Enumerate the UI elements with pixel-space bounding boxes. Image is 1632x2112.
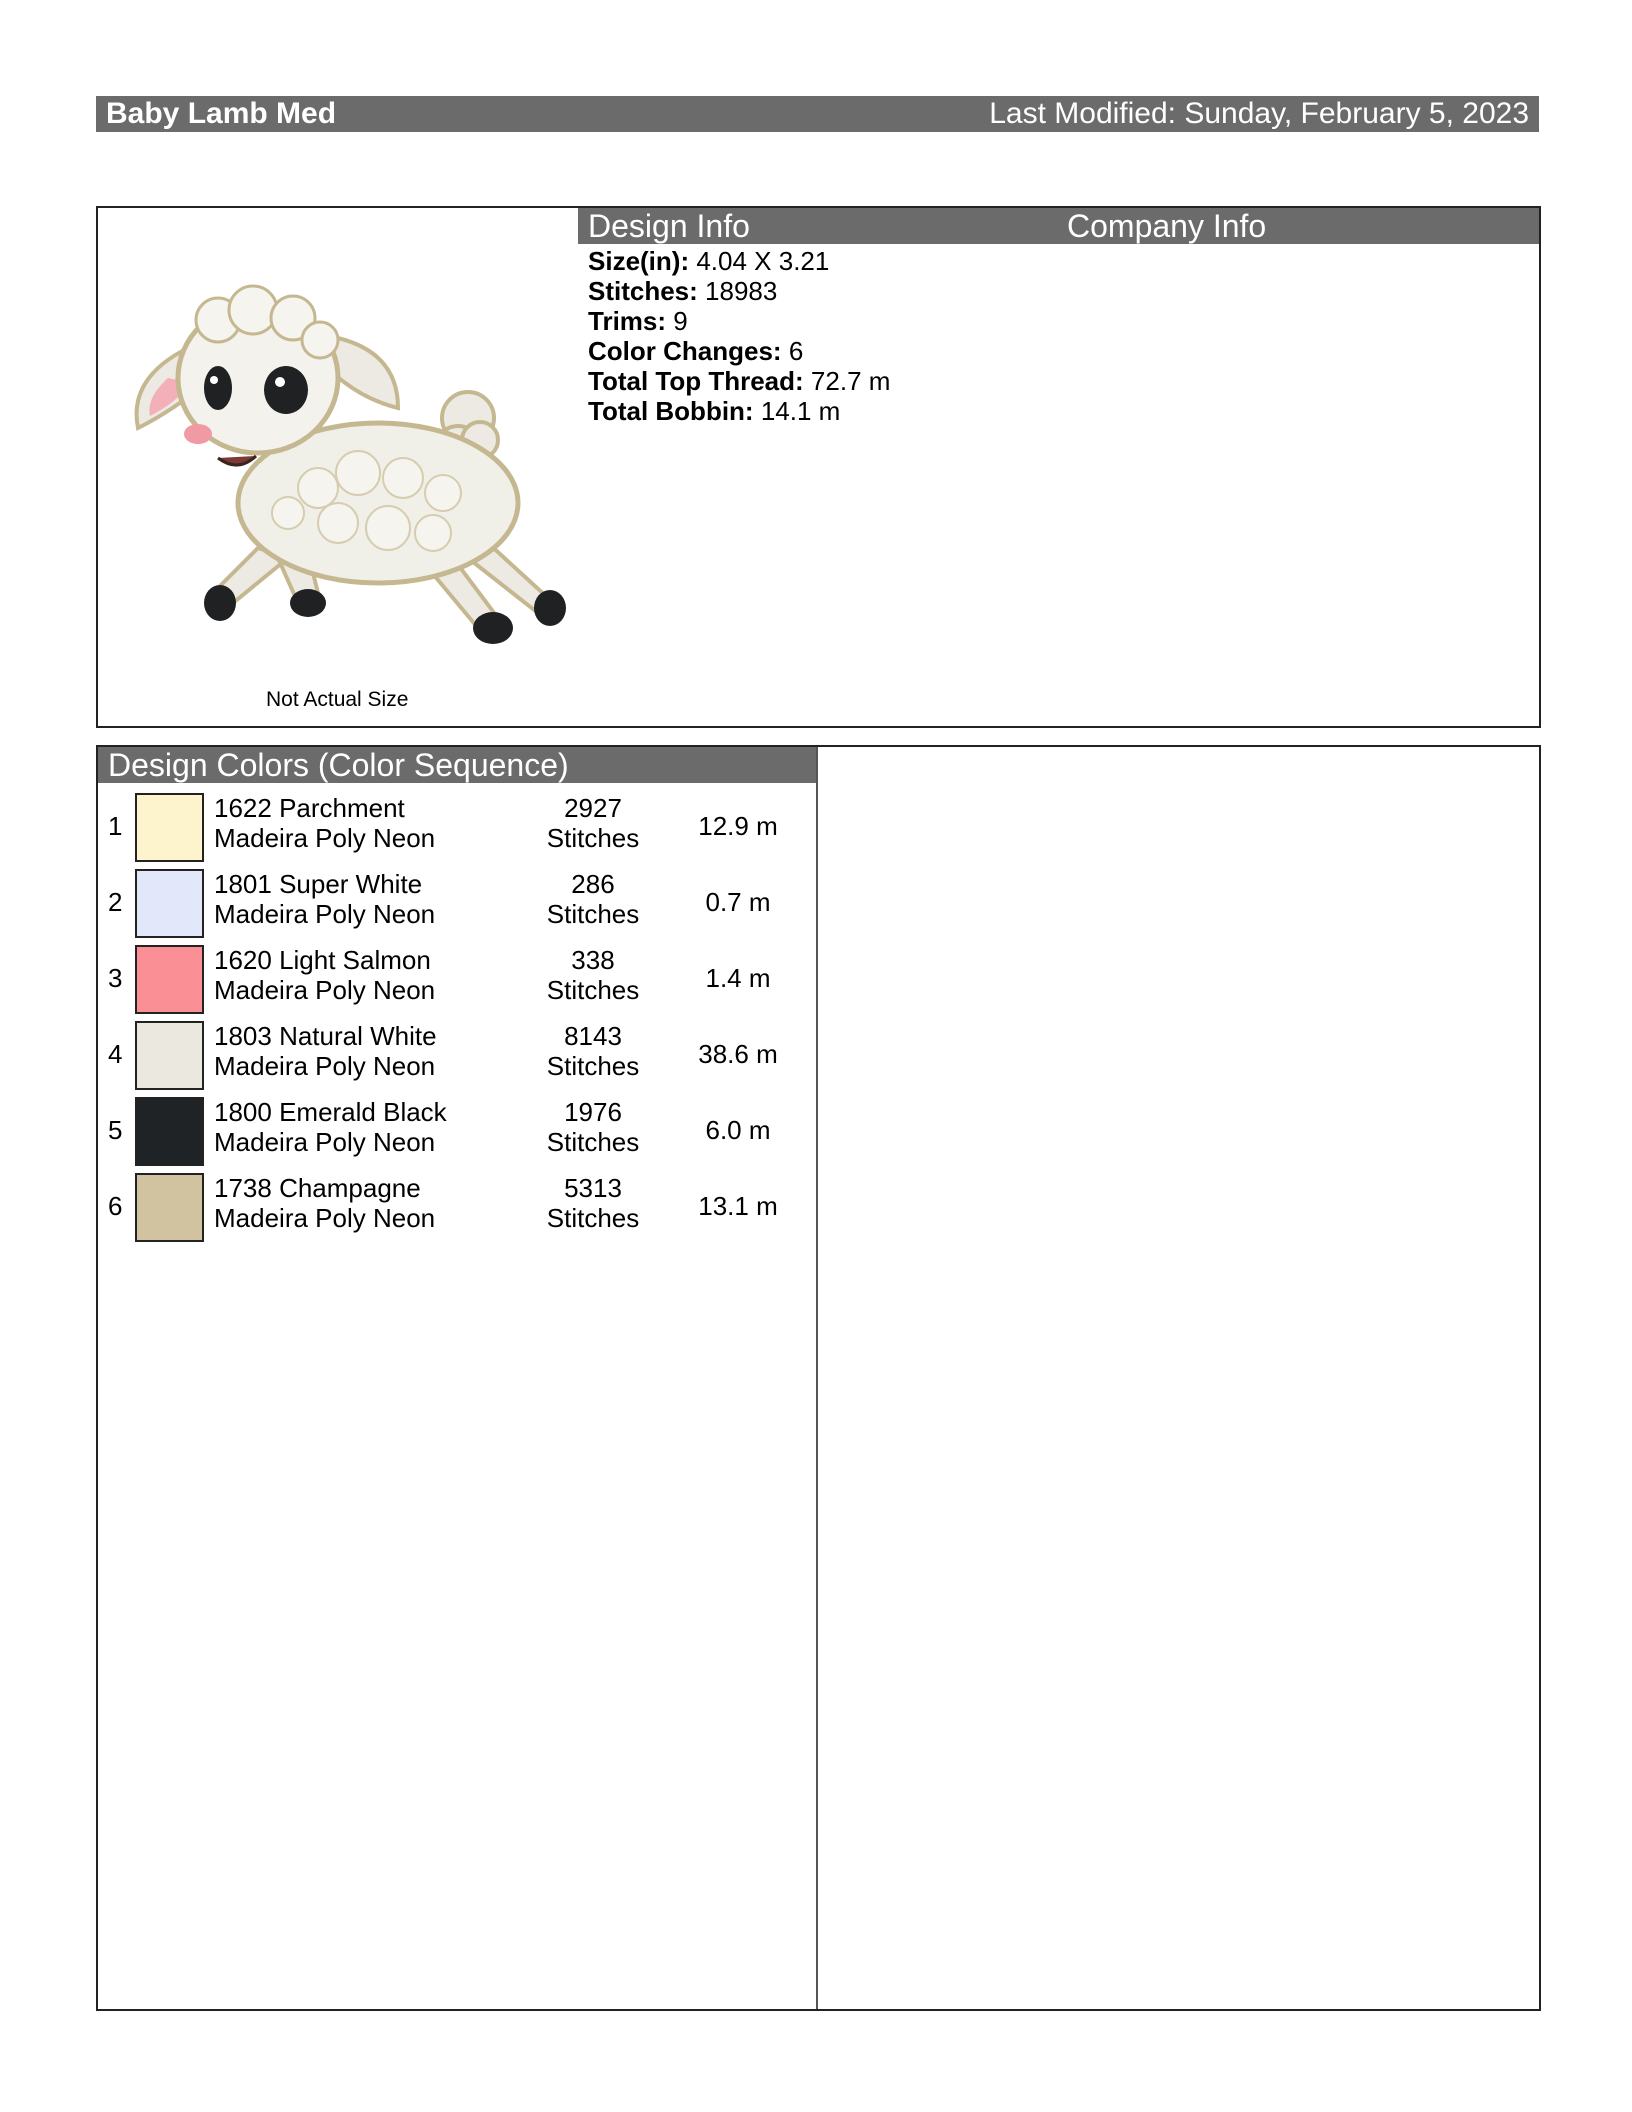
stitch-count-value: 1976	[564, 1097, 622, 1127]
stitch-count	[518, 1097, 668, 1157]
thread-brand: Madeira Poly Neon	[214, 975, 436, 1005]
thread-length: 6.0 m	[705, 1115, 771, 1145]
color-list-item	[98, 1095, 816, 1171]
color-swatch	[135, 793, 204, 862]
thread-name	[214, 1173, 435, 1233]
stitch-count-unit: Stitches	[546, 823, 640, 853]
stitches-label: Stitches:	[588, 276, 698, 306]
thread-color-name: 1803 Natural White	[214, 1021, 437, 1051]
info-header-bar	[578, 208, 1539, 244]
design-colors-heading: Design Colors (Color Sequence)	[108, 747, 569, 783]
thread-name	[214, 1021, 437, 1081]
color-list-item	[98, 867, 816, 943]
stitch-count-unit: Stitches	[546, 1203, 640, 1233]
color-sequence-number: 2	[108, 887, 123, 917]
stitch-count	[518, 1021, 668, 1081]
thread-brand: Madeira Poly Neon	[214, 1127, 436, 1157]
color-sequence-number: 3	[108, 963, 123, 993]
color-changes-row	[588, 336, 890, 366]
color-list-item	[98, 1171, 816, 1247]
stitch-count-value: 2927	[564, 793, 622, 823]
thread-name	[214, 945, 435, 1005]
bobbin-label: Total Bobbin:	[588, 396, 754, 426]
stitch-count	[518, 793, 668, 853]
stitch-count-value: 338	[571, 945, 615, 975]
stitch-count	[518, 1173, 668, 1233]
stitch-count-unit: Stitches	[546, 975, 640, 1005]
trims-value: 9	[673, 306, 688, 336]
color-swatch	[135, 1021, 204, 1090]
color-changes-label: Color Changes:	[588, 336, 782, 366]
thread-name	[214, 869, 435, 929]
thread-color-name: 1620 Light Salmon	[214, 945, 431, 975]
thread-name	[214, 1097, 447, 1157]
thread-brand: Madeira Poly Neon	[214, 823, 436, 853]
thread-length: 13.1 m	[698, 1191, 778, 1221]
stitch-count-value: 286	[571, 869, 615, 899]
design-info-list	[588, 246, 890, 426]
design-info-heading: Design Info	[588, 208, 750, 244]
title-bar	[96, 96, 1539, 132]
size-label: Size(in):	[588, 246, 690, 276]
stitch-count	[518, 945, 668, 1005]
stitch-count-unit: Stitches	[546, 1051, 640, 1081]
color-swatch	[135, 1097, 204, 1166]
color-list-item	[98, 1019, 816, 1095]
lamb-design-image	[108, 258, 578, 658]
colors-header-bar	[98, 747, 816, 783]
top-thread-label: Total Top Thread:	[588, 366, 804, 396]
color-sequence-number: 5	[108, 1115, 123, 1145]
color-swatch	[135, 1173, 204, 1242]
thread-color-name: 1800 Emerald Black	[214, 1097, 447, 1127]
bobbin-row	[588, 396, 890, 426]
thread-brand: Madeira Poly Neon	[214, 1051, 436, 1081]
color-sequence-number: 1	[108, 811, 123, 841]
stitch-count-unit: Stitches	[546, 899, 640, 929]
color-swatch	[135, 869, 204, 938]
top-thread-row	[588, 366, 890, 396]
thread-color-name: 1738 Champagne	[214, 1173, 421, 1203]
design-info-panel	[96, 206, 1541, 728]
stitches-row	[588, 276, 890, 306]
stitch-count	[518, 869, 668, 929]
color-sequence-number: 6	[108, 1191, 123, 1221]
stitch-count-value: 5313	[564, 1173, 622, 1203]
not-actual-size-caption: Not Actual Size	[266, 688, 409, 711]
trims-row	[588, 306, 890, 336]
thread-name	[214, 793, 435, 853]
design-colors-panel	[96, 745, 1541, 2011]
last-modified: Last Modified: Sunday, February 5, 2023	[989, 97, 1529, 130]
thread-brand: Madeira Poly Neon	[214, 899, 436, 929]
bobbin-value: 14.1 m	[760, 396, 841, 426]
thread-length: 38.6 m	[698, 1039, 778, 1069]
panel-divider	[816, 747, 818, 2009]
top-thread-value: 72.7 m	[810, 366, 891, 396]
thread-color-name: 1622 Parchment	[214, 793, 405, 823]
color-list-item	[98, 791, 816, 867]
stitches-value: 18983	[705, 276, 778, 306]
size-value: 4.04 X 3.21	[696, 246, 830, 276]
size-row	[588, 246, 890, 276]
color-swatch	[135, 945, 204, 1014]
thread-color-name: 1801 Super White	[214, 869, 423, 899]
thread-brand: Madeira Poly Neon	[214, 1203, 436, 1233]
thread-length: 12.9 m	[698, 811, 778, 841]
color-sequence-number: 4	[108, 1039, 123, 1069]
thread-length: 0.7 m	[705, 887, 771, 917]
company-info-heading: Company Info	[1067, 208, 1267, 244]
design-title: Baby Lamb Med	[106, 97, 337, 130]
thread-length: 1.4 m	[705, 963, 771, 993]
color-list-item	[98, 943, 816, 1019]
stitch-count-value: 8143	[564, 1021, 622, 1051]
stitch-count-unit: Stitches	[546, 1127, 640, 1157]
trims-label: Trims:	[588, 306, 667, 336]
color-changes-value: 6	[788, 336, 804, 366]
